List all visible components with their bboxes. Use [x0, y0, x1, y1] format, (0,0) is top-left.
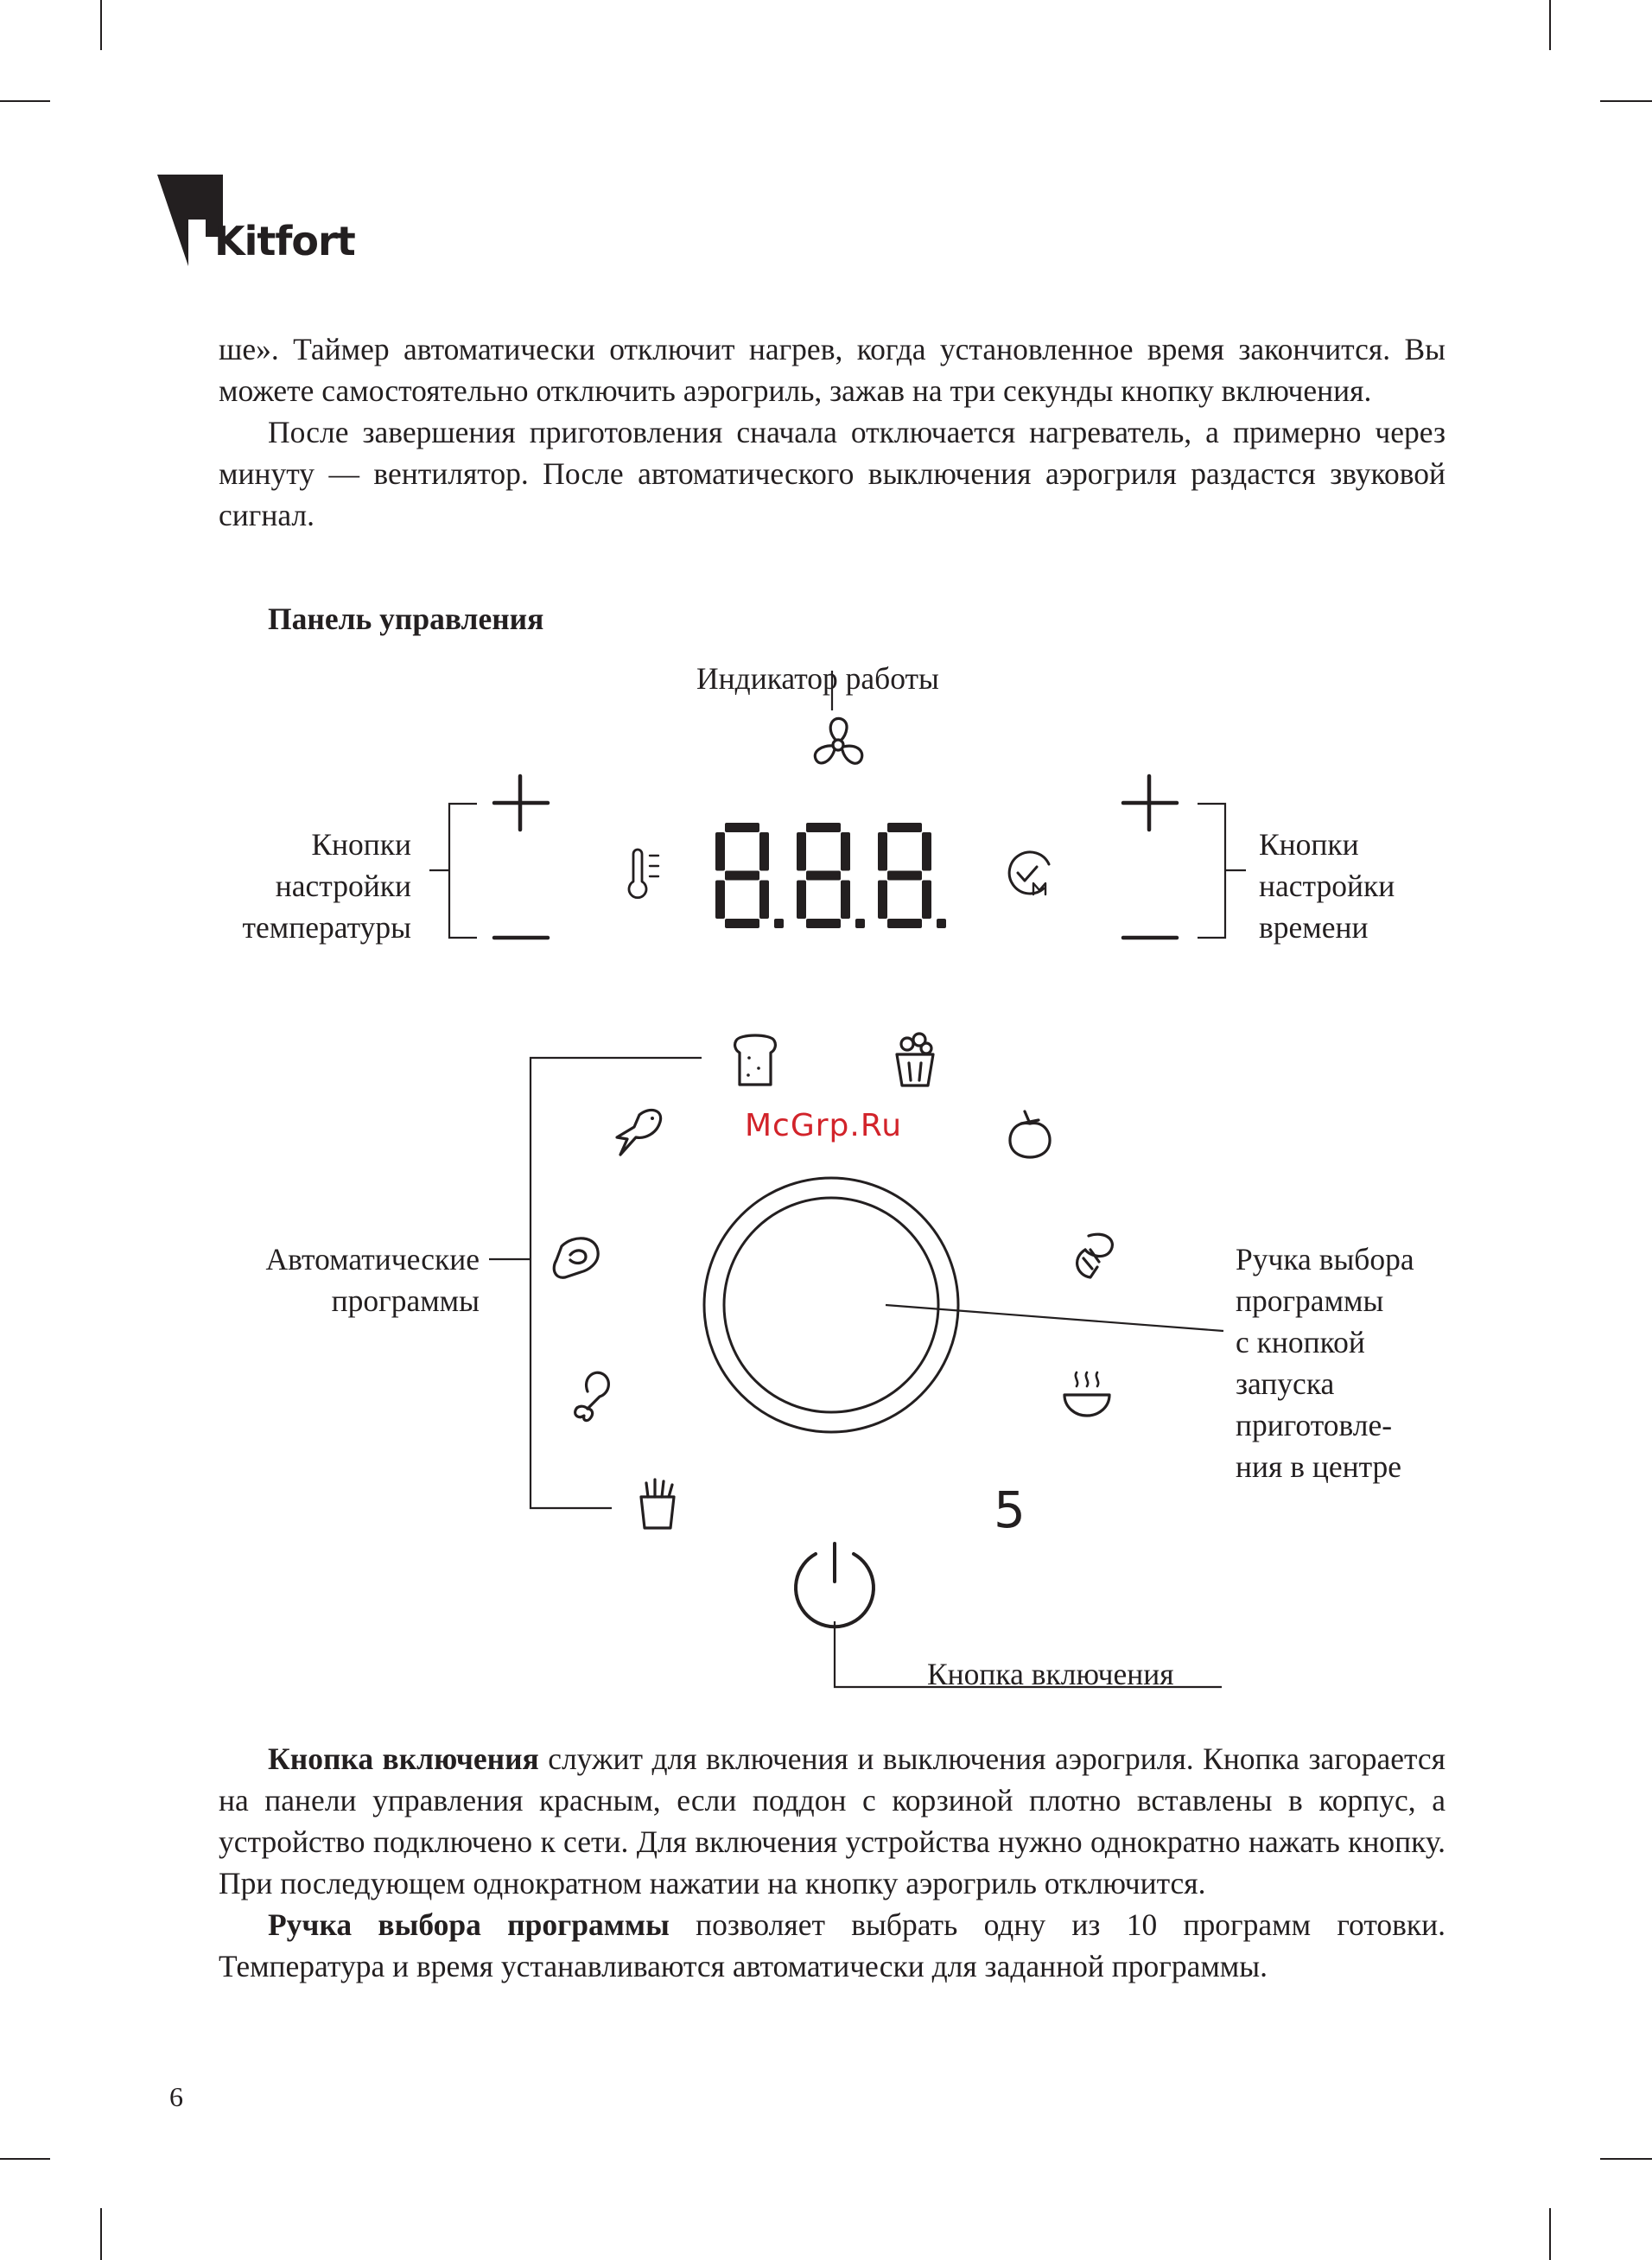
segment-c [922, 881, 931, 920]
thermometer-icon [629, 850, 658, 898]
tomato-icon [1010, 1111, 1050, 1157]
paragraph: Кнопка включения служит для включения и выключения аэрогриля. Кнопка загорается на панели управления красным, если поддон с корзиной плотно вставлены в корпус, а устройство подключено к сети. Для включения устройства нужно однократно нажать кнопку. При последующем однократном нажатии на кнопку аэрогриль отключится. [219, 1741, 1446, 1900]
crop-mark [0, 100, 50, 102]
segment-d [806, 919, 841, 928]
toast-icon [735, 1035, 776, 1085]
crop-mark [0, 2158, 50, 2160]
knob-label: Ручка выбора программы с кнопкой запуска приготовле- ния в центре [1236, 1242, 1414, 1484]
power-icon [796, 1544, 874, 1627]
segment-b [759, 832, 769, 871]
crop-mark [1600, 100, 1652, 102]
indicator-label: Индикатор работы [696, 661, 939, 696]
page-number: 6 [169, 2081, 183, 2112]
segment-b [922, 832, 931, 871]
segment-a [887, 823, 922, 832]
bottom-text [219, 1738, 1446, 1987]
segment-dot [855, 919, 865, 928]
paragraph: После завершения приготовления сначала отключается нагреватель, а примерно через минуту — вентилятор. После автоматического выключения аэрогриля раздастся звуковой сигнал. [219, 415, 1446, 532]
paragraph: ше». Таймер автоматически отключит нагрев, когда установленное время закончится. Вы можете самостоятельно отключить аэрогриль, зажав на три секунды кнопку включения. [219, 332, 1446, 408]
fries-icon [641, 1480, 674, 1528]
segment-f [797, 832, 806, 871]
brand-name: Kitfort [214, 218, 355, 264]
clock-icon [1009, 852, 1049, 894]
segment-d [887, 919, 922, 928]
crop-mark [100, 0, 102, 50]
segment-g [725, 871, 759, 881]
segment-g [887, 871, 922, 881]
digit-display [715, 823, 946, 928]
chicken-leg-icon [575, 1372, 609, 1420]
segment-g [806, 871, 841, 881]
shrimp-icon [1077, 1234, 1113, 1277]
fan-icon [815, 718, 861, 763]
popcorn-icon [897, 1034, 933, 1085]
segment-c [841, 881, 850, 920]
plus-icon [494, 776, 548, 830]
segment-b [841, 832, 850, 871]
soup-icon [1064, 1372, 1109, 1416]
segment-f [715, 832, 725, 871]
paragraph: Ручка выбора программы позволяет выбрать одну из 10 программ готовки. Температура и время устанавливаются автоматически для заданной программы. [219, 1907, 1446, 1983]
section-heading: Панель управления [268, 602, 544, 636]
program-number: 5 [994, 1480, 1026, 1539]
segment-f [878, 832, 887, 871]
fish-icon [617, 1110, 661, 1155]
crop-mark [100, 2208, 102, 2260]
auto-programs-label: Автоматические программы [265, 1242, 480, 1318]
plus-icon [1123, 776, 1177, 830]
segment-a [725, 823, 759, 832]
watermark: McGrp.Ru [745, 1108, 903, 1143]
steak-icon [554, 1238, 598, 1277]
segment-dot [774, 919, 784, 928]
segment-d [725, 919, 759, 928]
segment-e [878, 881, 887, 920]
top-text [219, 328, 1446, 536]
segment-e [797, 881, 806, 920]
crop-mark [1600, 2158, 1652, 2160]
segment-a [806, 823, 841, 832]
crop-mark [1549, 0, 1551, 50]
temperature-buttons-label: Кнопки настройки температуры [242, 827, 411, 945]
segment-dot [937, 919, 946, 928]
time-buttons-label: Кнопки настройки времени [1259, 827, 1395, 945]
power-button-label: Кнопка включения [927, 1657, 1174, 1691]
crop-mark [1549, 2208, 1551, 2260]
segment-e [715, 881, 725, 920]
segment-c [759, 881, 769, 920]
